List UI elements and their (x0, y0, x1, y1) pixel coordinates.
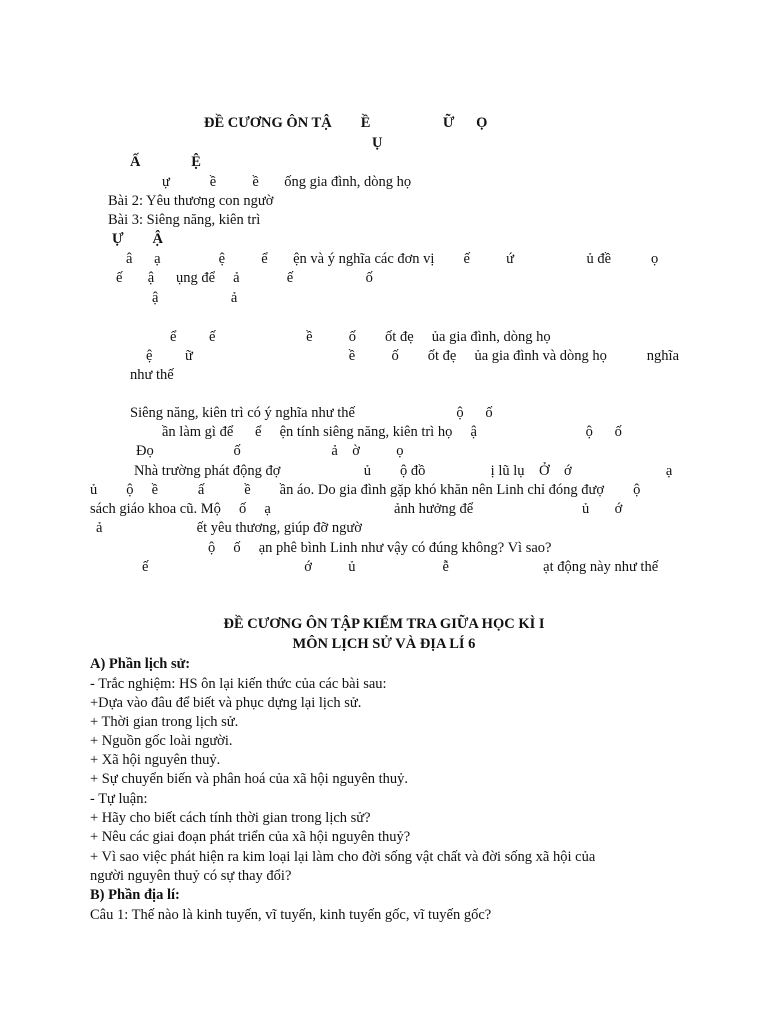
history-line: + Sự chuyển biến và phân hoá của xã hội nguyên thuỷ. (90, 771, 409, 787)
history-line: - Tự luận: (90, 791, 148, 807)
section1-line: ậ ả (152, 290, 238, 306)
section1-line: như thế (130, 367, 174, 383)
section1-line: ể ế ề ố ốt đẹ ủa gia đình, dòng họ (170, 329, 551, 345)
geography-heading: B) Phần địa lí: (90, 887, 180, 903)
history-line: + Hãy cho biết cách tính thời gian trong lịch sử? (90, 810, 371, 826)
section1-title-line2: Ụ (372, 135, 383, 151)
section1-line: Ự Ậ (112, 231, 164, 247)
history-line: + Nguồn gốc loài người. (90, 733, 233, 749)
section1-line: ự ề ề ống gia đình, dòng họ (162, 174, 412, 190)
history-line: +Dựa vào đâu để biết và phục dựng lại lịch sử. (90, 695, 362, 711)
section1-line: sách giáo khoa cũ. Mộ ố ạ ảnh hưởng để ủ ớ (90, 501, 623, 517)
history-line: + Nêu các giai đoạn phát triển của xã hội nguyên thuỷ? (90, 829, 411, 845)
history-line: + Vì sao việc phát hiện ra kim loại lại làm cho đời sống vật chất và đời sống xã hội của (90, 849, 596, 865)
section1-line: Nhà trường phát động đợ ủ ộ đồ ị lũ lụ Ở ớ ạ (134, 463, 673, 479)
section1-line: ộ ố ạn phê bình Linh như vậy có đúng không? Vì sao? (208, 540, 552, 556)
section1-line: ế ớ ủ ễ ạt động này như thế (142, 559, 659, 575)
history-line: người nguyên thuỷ có sự thay đổi? (90, 868, 292, 884)
history-heading: A) Phần lịch sử: (90, 656, 191, 672)
section1-line: â ạ ệ ể ện và ý nghĩa các đơn vị ế ứ ủ đề ọ (126, 251, 659, 267)
section2-title-line1: ĐỀ CƯƠNG ÔN TẬP KIỂM TRA GIỮA HỌC KÌ I (223, 616, 545, 632)
section1-line: ả ết yêu thương, giúp đỡ ngườ (96, 520, 362, 536)
section1-line: Bài 2: Yêu thương con ngườ (108, 193, 274, 209)
history-line: + Xã hội nguyên thuỷ. (90, 752, 221, 768)
section1-heading-a: Ấ Ệ (130, 154, 201, 170)
geography-line: Câu 1: Thế nào là kinh tuyến, vĩ tuyến, kinh tuyến gốc, vĩ tuyến gốc? (90, 907, 492, 923)
section2-title-line2: MÔN LỊCH SỬ VÀ ĐỊA LÍ 6 (292, 636, 476, 652)
history-line: + Thời gian trong lịch sử. (90, 714, 239, 730)
section1-line: ủ ộ ề ấ ề ần áo. Do gia đình gặp khó khăn nên Linh chỉ đóng đượ ộ (90, 482, 641, 498)
section1-line: ệ ữ ề ố ốt đẹ ủa gia đình và dòng họ nghĩa (146, 348, 680, 364)
section1-line: ế ậ ụng để ả ế ố (116, 270, 373, 286)
section1-line: ần làm gì để ể ện tính siêng năng, kiên trì họ ậ ộ ố (162, 424, 622, 440)
history-line: - Trắc nghiệm: HS ôn lại kiến thức của các bài sau: (90, 676, 387, 692)
section1-line: Đọ ố ả ờ ọ (136, 443, 404, 459)
section1-title-line1: ĐỀ CƯƠNG ÔN TẬ Ề Ữ Ọ (204, 115, 488, 131)
section1-line: Bài 3: Siêng năng, kiên trì (108, 212, 261, 228)
section1-line: Siêng năng, kiên trì có ý nghĩa như thế ộ ố (130, 405, 493, 421)
